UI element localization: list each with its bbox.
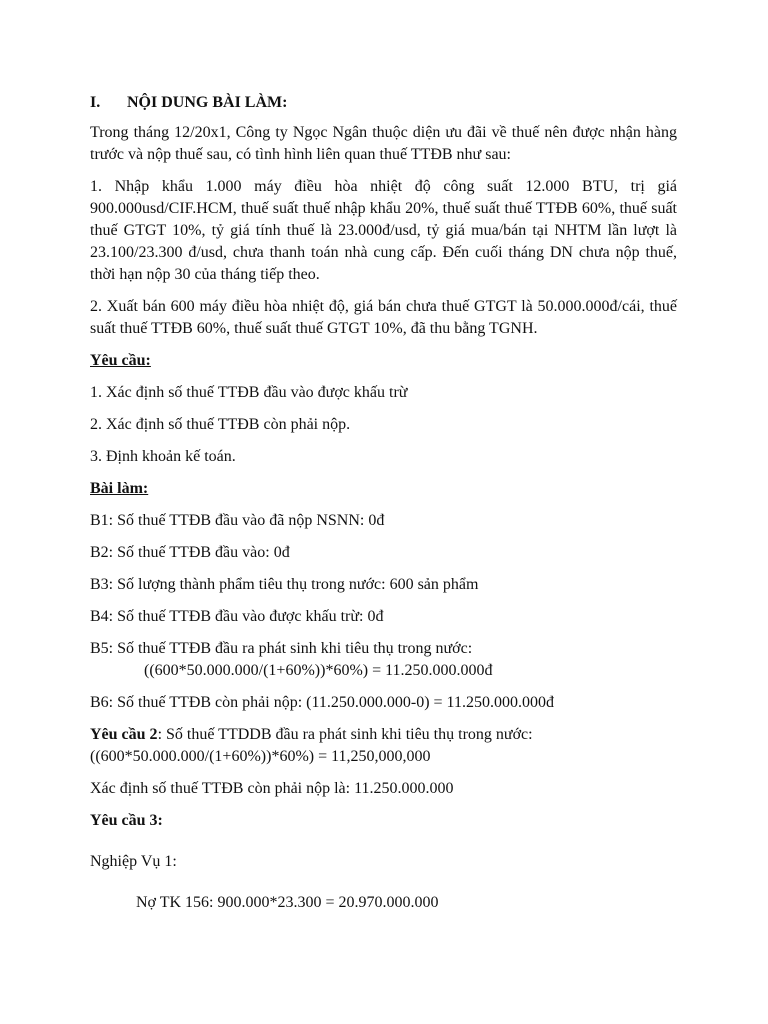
conclusion: Xác định số thuế TTĐB còn phải nộp là: 11.250.000.000 (90, 780, 454, 797)
step-b3: B3: Số lượng thành phẩm tiêu thụ trong nước: 600 sản phẩm (90, 576, 479, 593)
solution-heading-text: Bài làm: (90, 480, 149, 497)
item-2-paragraph: 2. Xuất bán 600 máy điều hòa nhiệt độ, giá bán chưa thuế GTGT là 50.000.000đ/cái, thuế suất thuế TTĐB 60%, thuế suất thuế GTGT 10%, đã thu bằng TGNH. (90, 298, 677, 337)
req3-label: Yêu cầu 3: (90, 812, 163, 829)
req2-formula: ((600*50.000.000/(1+60%))*60%) = 11,250,000,000 (90, 748, 431, 765)
section-heading (90, 92, 677, 114)
intro-paragraph: Trong tháng 12/20x1, Công ty Ngọc Ngân thuộc diện ưu đãi về thuế nên được nhận hàng trước và nộp thuế sau, có tình hình liên quan thuế TTĐB như sau: (90, 124, 677, 163)
item-1-paragraph: 1. Nhập khẩu 1.000 máy điều hòa nhiệt độ công suất 12.000 BTU, trị giá 900.000usd/CIF.HCM, thuế suất thuế nhập khẩu 20%, thuế suất thuế TTĐB 60%, thuế suất thuế GTGT 10%, tỷ giá tính thuế là 23.000đ/usd, tỷ giá mua/bán tại NHTM lần lượt là 23.100/23.300 đ/usd, chưa thanh toán nhà cung cấp. Đến cuối tháng DN chưa nộp thuế, thời hạn nộp 30 của tháng tiếp theo. (90, 178, 677, 283)
step-b5: B5: Số thuế TTĐB đầu ra phát sinh khi tiêu thụ trong nước: (90, 640, 473, 657)
section-number: I. (90, 94, 101, 111)
requirement-2: 2. Xác định số thuế TTĐB còn phải nộp. (90, 416, 351, 433)
journal-entry-1: Nợ TK 156: 900.000*23.300 = 20.970.000.000 (136, 894, 439, 911)
requirements-heading-text: Yêu cầu: (90, 352, 151, 369)
step-b4: B4: Số thuế TTĐB đầu vào được khấu trừ: 0đ (90, 608, 384, 625)
step-b6: B6: Số thuế TTĐB còn phải nộp: (11.250.000.000-0) = 11.250.000.000đ (90, 694, 554, 711)
step-b1: B1: Số thuế TTĐB đầu vào đã nộp NSNN: 0đ (90, 512, 385, 529)
step-b2: B2: Số thuế TTĐB đầu vào: 0đ (90, 544, 290, 561)
req3-heading (90, 810, 677, 832)
document-page (90, 92, 677, 914)
requirements-heading (90, 350, 677, 372)
section-title: NỘI DUNG BÀI LÀM: (127, 94, 288, 111)
requirement-1: 1. Xác định số thuế TTĐB đầu vào được khấu trừ (90, 384, 408, 401)
solution-heading (90, 478, 677, 500)
requirement-3: 3. Định khoản kế toán. (90, 448, 236, 465)
req2-label: Yêu cầu 2 (90, 726, 158, 743)
nghiep-vu-1: Nghiệp Vụ 1: (90, 853, 177, 870)
req2-text: : Số thuế TTDDB đầu ra phát sinh khi tiêu thụ trong nước: (157, 726, 533, 743)
step-b5-formula: ((600*50.000.000/(1+60%))*60%) = 11.250.000.000đ (144, 662, 493, 679)
req2-line (90, 724, 677, 746)
